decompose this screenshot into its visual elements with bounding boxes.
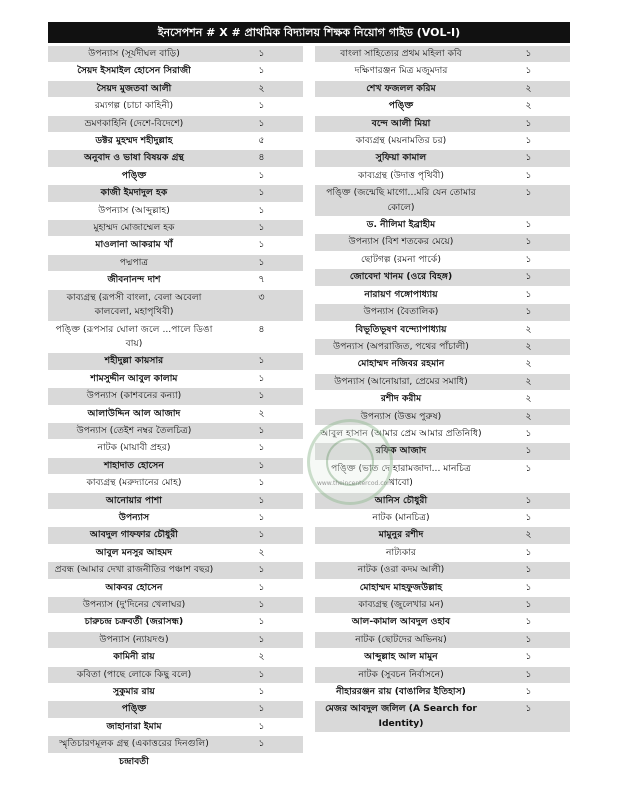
topic-cell: স্মৃতিচারণমূলক গ্রন্থ (একাত্তরের দিনগুলি) <box>59 738 209 750</box>
table-row <box>48 597 303 614</box>
table-row <box>48 63 303 80</box>
table-row <box>315 185 570 217</box>
count-cell: ২ <box>525 340 532 352</box>
topic-cell: বন্দে আলী মিয়া <box>371 117 431 129</box>
table-row <box>315 133 570 150</box>
count-cell: ১ <box>258 599 265 610</box>
table-row <box>315 580 570 597</box>
watermark-logo <box>307 419 393 505</box>
table-row <box>315 287 570 304</box>
count-cell: ১ <box>258 720 265 732</box>
topic-cell: শহীদুল্লা কায়সার <box>104 355 164 367</box>
table-row <box>48 754 303 771</box>
count-cell: ২ <box>525 375 532 387</box>
topic-cell: ভ্রমণকাহিনি (দেশে-বিদেশে) <box>84 117 184 129</box>
count-cell: ১ <box>258 100 265 112</box>
book-icon <box>326 438 374 486</box>
topic-cell: কাব্যগ্রন্থ (রূপসী বাংলা, বেলা অবেলা কালবেলা, মহাপৃথিবী) <box>66 291 202 318</box>
topic-cell: পঙ্ক্তি <box>388 100 414 112</box>
table-row <box>48 440 303 457</box>
count-cell: ২ <box>258 82 265 94</box>
topic-cell: মোহাম্মদ মাহফুজউল্লাহ <box>359 581 443 593</box>
table-row <box>48 493 303 510</box>
count-cell: ১ <box>525 169 532 181</box>
count-cell: ১ <box>258 169 265 181</box>
count-cell: ১ <box>525 564 532 576</box>
topic-cell: কাজী ইমদাদুল হক <box>100 187 168 199</box>
table-row <box>315 252 570 269</box>
topic-cell: সৈয়দ মুজতবা আলী <box>96 82 172 94</box>
table-row <box>48 667 303 684</box>
topic-cell: জোবেদা খানম (ওরে বিহঙ্গ) <box>349 271 453 283</box>
table-row <box>48 701 303 718</box>
table-row <box>48 353 303 370</box>
count-cell: ২ <box>258 651 265 663</box>
count-cell: ১ <box>258 477 265 489</box>
table-row <box>48 81 303 98</box>
table-row <box>48 562 303 579</box>
topic-cell: উপন্যাস (আব্দুল্লাহ) <box>98 204 170 216</box>
topic-cell: মোহাম্মদ নজিবর রহমান <box>357 358 445 370</box>
table-row <box>315 217 570 234</box>
count-cell: ১ <box>525 65 532 77</box>
table-row <box>315 304 570 321</box>
table-row <box>48 237 303 254</box>
count-cell: ৩ <box>258 291 265 303</box>
table-row <box>48 719 303 736</box>
count-cell: ১ <box>525 306 532 318</box>
topic-cell: আবুল মনসুর আহমদ <box>95 546 173 558</box>
count-cell: ১ <box>525 546 532 558</box>
count-cell: ১ <box>258 529 265 541</box>
table-row <box>48 684 303 701</box>
count-cell: ২ <box>525 410 532 422</box>
count-cell: ১ <box>525 581 532 593</box>
topic-cell: চন্দ্রাবতী <box>119 755 149 767</box>
count-cell: ১ <box>258 222 265 234</box>
count-cell: ৭ <box>258 274 265 286</box>
count-cell: ১ <box>525 152 532 164</box>
table-row <box>315 81 570 98</box>
left-column-table <box>48 46 303 774</box>
count-cell: ১ <box>258 738 265 750</box>
count-cell: ১ <box>258 511 265 523</box>
watermark-text: www.theincentercod.com <box>316 480 394 487</box>
count-cell: ১ <box>258 187 265 199</box>
table-row <box>48 133 303 150</box>
table-row <box>48 458 303 475</box>
table-row <box>315 269 570 286</box>
topic-cell: মুহাম্মদ মোজাম্মেল হক <box>93 222 175 234</box>
table-row <box>315 649 570 666</box>
topic-cell: বাংলা সাহিত্যের প্রথম মহিলা কবি <box>340 48 462 59</box>
table-row <box>48 46 303 63</box>
topic-cell: পঙ্ক্তি <box>121 703 147 715</box>
count-cell: ১ <box>258 442 265 454</box>
table-row <box>48 98 303 115</box>
count-cell: ১ <box>525 633 532 645</box>
table-row <box>315 63 570 80</box>
topic-cell: প্রবন্ধ (আমার দেখা রাজনীতির পঞ্চাশ বছর) <box>54 564 214 576</box>
topic-cell: দক্ষিণারঞ্জন মিত্র মজুমদার <box>354 65 448 77</box>
count-cell: ১ <box>525 599 532 610</box>
topic-cell: সুফিয়া কামাল <box>375 152 427 164</box>
count-cell: ১ <box>258 372 265 384</box>
topic-cell: পঙ্ক্তি <box>121 169 147 181</box>
table-row <box>315 46 570 63</box>
table-row <box>48 203 303 220</box>
count-cell: ১ <box>525 427 532 439</box>
topic-cell: আবদুল গাফফার চৌধুরী <box>90 529 178 541</box>
count-cell: ১ <box>258 494 265 506</box>
table-row <box>48 168 303 185</box>
table-row <box>48 371 303 388</box>
count-cell: ১ <box>258 459 265 471</box>
table-row <box>48 475 303 492</box>
topic-cell: জীবনানন্দ দাশ <box>107 274 161 286</box>
count-cell: ২ <box>525 323 532 335</box>
topic-cell: পদ্মপাত্র <box>119 256 149 268</box>
count-cell: ১ <box>525 288 532 300</box>
table-row <box>48 423 303 440</box>
topic-cell: নীহাররঞ্জন রায় (বাঙালির ইতিহাস) <box>336 686 466 698</box>
topic-cell: রম্যগল্প (চাচা কাহিনী) <box>94 100 174 112</box>
table-row <box>48 388 303 405</box>
table-row <box>315 632 570 649</box>
topic-cell: উপন্যাস (বৈতালিক) <box>363 306 439 318</box>
topic-cell: নাটক (মায়াবী প্রহর) <box>97 442 171 454</box>
table-row <box>48 736 303 753</box>
topic-cell: পঙ্ক্তি (ভাত দে হারামজাদা... মানচিত্র খাবো) <box>331 462 471 489</box>
table-row <box>48 614 303 631</box>
table-row <box>48 255 303 272</box>
count-cell: ১ <box>525 494 532 506</box>
topic-cell: মাওলানা আকরাম খাঁ <box>95 239 173 251</box>
count-cell: ২ <box>525 100 532 112</box>
topic-cell: উপন্যাস (সূর্যদীঘল বাড়ি) <box>88 48 180 59</box>
table-row <box>315 168 570 185</box>
table-row <box>48 290 303 322</box>
count-cell: ১ <box>525 253 532 265</box>
count-cell: ৫ <box>258 135 265 147</box>
topic-cell: সুকুমার রায় <box>113 686 155 698</box>
count-cell: ১ <box>525 219 532 231</box>
count-cell: ১ <box>525 616 532 628</box>
topic-cell: উপন্যাস (দু'দিনের খেলাঘর) <box>82 599 186 610</box>
count-cell: ১ <box>258 564 265 576</box>
table-row <box>315 562 570 579</box>
table-row <box>315 527 570 544</box>
topic-cell: ডক্টর মুহম্মদ শহীদুল্লাহ <box>95 135 173 147</box>
table-row <box>48 649 303 666</box>
count-cell <box>220 754 303 770</box>
topic-cell: কাব্যগ্রন্থ (জুলেখার মন) <box>358 599 444 610</box>
table-row <box>315 322 570 339</box>
topic-cell: কবিতা (পাছে লোকে কিছু বলে) <box>76 668 192 680</box>
topic-cell: নাটক (ছোটদের অভিনয়) <box>355 633 447 645</box>
topic-cell: পঙ্ক্তি (জন্মেছি মাগো…মরি যেন তোমার কোলে) <box>326 187 476 213</box>
topic-cell: শেখ ফজলল করিম <box>366 82 436 94</box>
table-row <box>48 632 303 649</box>
table-row <box>315 356 570 373</box>
topic-cell: নাটক (সুবচন নির্বাসনে) <box>358 668 444 680</box>
table-row <box>315 374 570 391</box>
topic-cell: উপন্যাস (উত্তম পুরুষ) <box>360 410 442 422</box>
topic-cell: মামুনুর রশীদ <box>378 529 424 541</box>
count-cell: ৪ <box>258 152 265 164</box>
topic-cell: মেজর আবদুল জলিল (A Search for Identity) <box>325 703 477 729</box>
table-row <box>48 510 303 527</box>
topic-cell: ড. নীলিমা ইব্রাহীম <box>366 219 436 231</box>
topic-cell: বিভূতিভূষণ বন্দ্যোপাধ্যায় <box>355 323 447 335</box>
topic-cell: নারায়ণ গঙ্গোপাধ্যায় <box>364 288 438 300</box>
count-cell: ২ <box>525 358 532 370</box>
topic-cell: শাহাদাত হোসেন <box>104 459 164 471</box>
topic-cell: ছোটগল্প (রমনা পার্কে) <box>361 253 441 265</box>
topic-cell: আলাউদ্দিন আল আজাদ <box>87 407 181 419</box>
topic-cell: উপন্যাস (তেইশ নম্বর তৈলচিত্র) <box>76 424 192 436</box>
topic-cell: উপন্যাস (কাশবনের কন্যা) <box>86 390 182 402</box>
topic-cell: রশীদ করীম <box>380 393 422 405</box>
table-row <box>48 272 303 289</box>
count-cell: ১ <box>258 204 265 216</box>
count-cell: ১ <box>525 686 532 698</box>
table-row <box>315 684 570 701</box>
count-cell: ১ <box>525 668 532 680</box>
count-cell: ১ <box>258 633 265 645</box>
topic-cell: আব্দুল্লাহ আল মামুন <box>364 651 438 663</box>
topic-cell: উপন্যাস <box>118 511 150 523</box>
count-cell: ২ <box>525 393 532 405</box>
count-cell: ১ <box>258 256 265 268</box>
count-cell: ১ <box>258 686 265 698</box>
topic-cell: কাব্যগ্রন্থ (মরুদ্যানের মোহ) <box>86 477 182 489</box>
count-cell: ১ <box>525 135 532 147</box>
count-cell: ১ <box>525 511 532 523</box>
topic-cell: উপন্যাস (ন্যায়দণ্ড) <box>99 633 169 645</box>
topic-cell: জাহানারা ইমাম <box>106 720 162 732</box>
count-cell: ১ <box>258 424 265 436</box>
table-row <box>315 597 570 614</box>
topic-cell: রফিক আজাদ <box>375 445 427 457</box>
count-cell: ১ <box>258 355 265 367</box>
topic-cell: নাট্যকার <box>386 546 416 558</box>
count-cell: ১ <box>258 703 265 715</box>
topic-cell: কামিনী রায় <box>113 651 155 663</box>
count-cell: ১ <box>258 239 265 251</box>
topic-cell: কাব্যগ্রন্থ (উদাত্ত পৃথিবী) <box>358 169 444 181</box>
table-row <box>48 150 303 167</box>
topic-cell: আনিস চৌধুরী <box>374 494 428 506</box>
count-cell: ১ <box>525 236 532 248</box>
count-cell: ১ <box>258 48 265 59</box>
count-cell: ১ <box>525 48 532 59</box>
table-row <box>48 580 303 597</box>
topic-cell: আনোয়ার পাশা <box>106 494 162 506</box>
table-row <box>315 339 570 356</box>
topic-cell: পঙ্ক্তি (রূপসার ঘোলা জলে ...পালে ডিঙা বায়) <box>55 323 213 349</box>
table-row <box>48 116 303 133</box>
table-row <box>48 185 303 202</box>
topic-cell: আবুল হাসান (আমার প্রেম আমার প্রতিনিধি) <box>320 427 482 439</box>
count-cell: ২ <box>258 407 265 419</box>
topic-cell: নাটক (ওরা কদম আলী) <box>357 564 445 576</box>
table-row <box>315 667 570 684</box>
table-row <box>315 701 570 733</box>
document-page <box>48 22 570 778</box>
count-cell: ২ <box>525 529 532 541</box>
table-row <box>48 527 303 544</box>
table-row <box>315 510 570 527</box>
page-title: ইনসেপশন # X # প্রাথমিক বিদ্যালয় শিক্ষক নিয়োগ গাইড (VOL-I) <box>48 22 570 43</box>
topic-cell: আকবর হোসেন <box>105 581 163 593</box>
table-row <box>315 98 570 115</box>
count-cell: ১ <box>525 462 532 474</box>
count-cell: ৪ <box>258 323 265 335</box>
count-cell: ১ <box>525 703 532 715</box>
count-cell: ১ <box>258 390 265 402</box>
table-row <box>315 150 570 167</box>
count-cell: ২ <box>525 82 532 94</box>
count-cell: ১ <box>258 616 265 628</box>
topic-cell: চারুচন্দ্র চক্রবর্তী (জরাসন্ধ) <box>84 616 184 628</box>
table-row <box>315 391 570 408</box>
count-cell: ১ <box>525 271 532 283</box>
count-cell: ২ <box>258 546 265 558</box>
count-cell: ১ <box>525 117 532 129</box>
right-column-table <box>315 46 570 774</box>
count-cell: ১ <box>258 65 265 77</box>
topic-cell: অনুবাদ ও ভাষা বিষয়ক গ্রন্থ <box>84 152 184 164</box>
topic-cell: নাটক (মানচিত্র) <box>372 511 430 523</box>
topic-cell: সৈয়দ ইসমাইল হোসেন সিরাজী <box>77 65 191 77</box>
topic-cell: আল-কামাল আবদুল ওহাব <box>351 616 451 628</box>
count-cell: ১ <box>525 651 532 663</box>
table-row <box>48 545 303 562</box>
table-row <box>48 220 303 237</box>
count-cell: ১ <box>258 117 265 129</box>
count-cell: ১ <box>525 445 532 457</box>
count-cell: ১ <box>258 581 265 593</box>
topic-cell: কাব্যগ্রন্থ (ময়নামতির চর) <box>355 135 447 147</box>
topic-cell: উপন্যাস (আনোয়ারা, প্রেমের সমাধি) <box>334 375 468 387</box>
topic-cell: উপন্যাস (বিশ শতকের মেয়ে) <box>348 236 454 248</box>
table-row <box>315 545 570 562</box>
table-row <box>315 614 570 631</box>
table-row <box>315 116 570 133</box>
count-cell: ১ <box>525 187 532 199</box>
table-row <box>48 322 303 354</box>
topic-cell: শামসুদ্দীন আবুল কালাম <box>90 372 178 384</box>
table-row <box>48 406 303 423</box>
count-cell: ১ <box>258 668 265 680</box>
topic-cell: উপন্যাস (অপরাজিত, পথের পাঁচালী) <box>333 340 469 352</box>
table-row <box>315 234 570 251</box>
